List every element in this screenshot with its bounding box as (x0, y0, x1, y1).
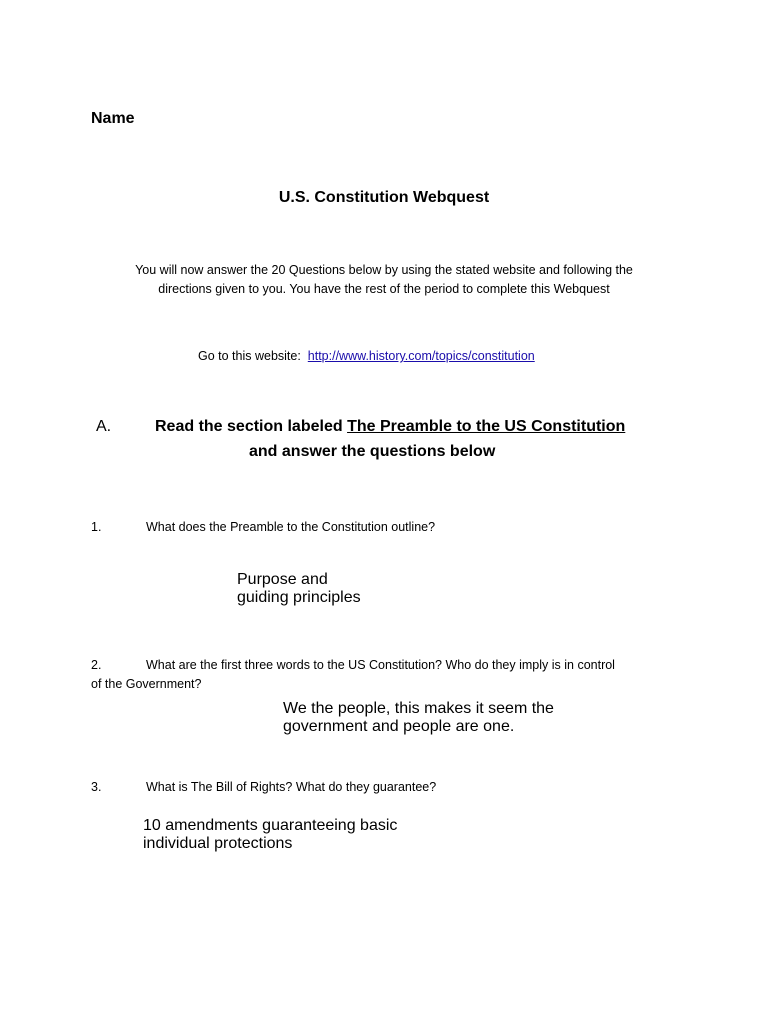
question-text-continued: of the Government? (91, 677, 202, 691)
question-text: What is The Bill of Rights? What do they guarantee? (146, 780, 437, 794)
name-label: Name (91, 110, 135, 127)
intro-line-2: directions given to you. You have the rest of the period to complete this Webquest (158, 281, 610, 296)
answer-line-2: individual protections (143, 835, 293, 852)
website-instruction (198, 349, 535, 363)
answer-text (143, 817, 397, 853)
question-number: 1. (91, 520, 102, 534)
section-heading (155, 418, 625, 436)
answer-line-2: government and people are one. (283, 718, 515, 735)
section-letter: A. (96, 418, 112, 435)
intro-paragraph (90, 261, 678, 298)
question-text: What does the Preamble to the Constitution outline? (146, 520, 436, 534)
intro-line-1: You will now answer the 20 Questions below by using the stated website and following the (135, 263, 633, 277)
answer-line-1: Purpose and (237, 571, 328, 588)
website-prefix: Go to this website: (198, 349, 301, 363)
section-heading-title: The Preamble to the US Constitution (347, 418, 626, 435)
answer-line-2: guiding principles (237, 589, 361, 606)
question-number: 2. (91, 658, 102, 672)
question-number: 3. (91, 780, 102, 794)
answer-text (237, 571, 361, 607)
answer-line-1: We the people, this makes it seem the (283, 700, 554, 717)
answer-line-1: 10 amendments guaranteeing basic (143, 817, 398, 834)
website-link[interactable]: http://www.history.com/topics/constitution (307, 349, 535, 363)
section-heading-prefix: Read the section labeled (155, 418, 343, 435)
answer-text (283, 700, 554, 736)
section-heading-line-2: and answer the questions below (249, 443, 496, 460)
page-title: U.S. Constitution Webquest (278, 189, 490, 206)
question-text: What are the first three words to the US Constitution? Who do they imply is in control (146, 658, 615, 672)
